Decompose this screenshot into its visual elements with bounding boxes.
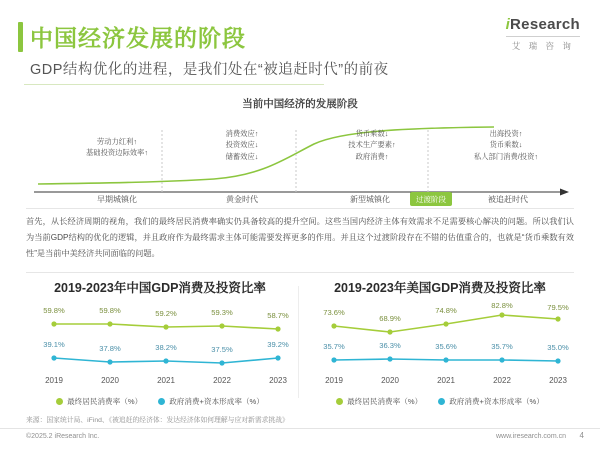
chart-usa-xaxis: [306, 376, 574, 390]
chart-china-label-g-1: 59.8%: [99, 306, 121, 315]
stage-column-1-line-2: 储蓄效应↓: [225, 151, 259, 161]
legend-dot-blue-icon: [158, 398, 165, 405]
legend-dot-green-icon: [56, 398, 63, 405]
chart-china-xtick-3: 2022: [213, 376, 231, 385]
chart-usa-xtick-4: 2023: [549, 376, 567, 385]
stage-panel-title: 当前中国经济的发展阶段: [242, 98, 358, 110]
chart-usa-label-b-1: 36.3%: [379, 341, 401, 350]
logo-text: [506, 16, 580, 33]
paragraph-divider-top: [26, 208, 574, 209]
stage-column-3-line-0: 出海投资↑: [489, 129, 523, 138]
chart-china-xtick-0: 2019: [45, 376, 63, 385]
chart-usa: [306, 278, 574, 406]
chart-china-label-b-3: 37.5%: [211, 345, 233, 354]
copyright-text: ©2025.2 iResearch Inc.: [26, 433, 100, 440]
chart-china-legend-item-0: [56, 396, 142, 407]
charts-divider: [298, 286, 299, 398]
chart-usa-xtick-3: 2022: [493, 376, 511, 385]
chart-usa-title: 2019-2023年美国GDP消费及投资比率: [334, 281, 546, 295]
chart-usa-label-b-4: 35.0%: [547, 343, 569, 352]
chart-usa-label-g-3: 82.8%: [491, 301, 513, 310]
page-number: 4: [579, 431, 584, 440]
title-accent-bar: [18, 22, 23, 52]
chart-china-legend: [26, 396, 294, 407]
chart-china-xtick-1: 2020: [101, 376, 119, 385]
chart-usa-label-b-0: 35.7%: [323, 342, 345, 351]
chart-china: [26, 278, 294, 406]
chart-china-label-g-3: 59.3%: [211, 308, 233, 317]
transition-stage-badge: 过渡阶段: [410, 192, 452, 206]
stage-label-0: 早期城镇化: [97, 195, 137, 204]
stage-column-2-line-0: 货币乘数↓: [355, 129, 389, 138]
chart-china-title: 2019-2023年中国GDP消费及投资比率: [54, 281, 266, 295]
stage-column-2: [322, 128, 422, 162]
chart-china-plot: [26, 302, 294, 374]
stage-diagram: [24, 118, 576, 206]
chart-china-legend-label-0: 最终居民消费率（%）: [67, 397, 143, 406]
source-note: 来源：国家统计局、iFind、《被追赶的经济体：发达经济体如何理解与应对新需求挑战》: [26, 417, 289, 424]
chart-usa-label-g-2: 74.8%: [435, 306, 457, 315]
stage-column-2-line-1: 技术生产要素↑: [348, 140, 396, 150]
chart-china-label-b-1: 37.8%: [99, 344, 121, 353]
stage-column-3-line-1: 货币乘数↓: [489, 140, 523, 150]
analysis-paragraph: 首先，从长经济周期的视角，我们的最终居民消费率确实仍具备较高的提升空间。这些当国内经济主体有效需求不足需要核心解决的问题。所以我们认为当前GDP结构的优化的逻辑，并且政府作为最终需求主体可能需要发挥更多的作用。并且这个过渡阶段存在不错的估值重合的，也就是“货币乘数有效性”是当前中美经济共同面临的问题。: [26, 217, 574, 258]
paragraph-divider-bottom: [26, 272, 574, 273]
stage-column-1-line-1: 投资效应↓: [225, 140, 259, 150]
chart-usa-legend-item-1: [438, 396, 544, 407]
logo-divider: [506, 36, 580, 37]
chart-usa-legend: [306, 396, 574, 407]
chart-china-xaxis: [26, 376, 294, 390]
economic-stage-panel: [24, 96, 576, 206]
chart-usa-plot: [306, 302, 574, 374]
footer-divider: [0, 428, 600, 429]
chart-china-label-g-0: 59.8%: [43, 306, 65, 315]
chart-china-legend-item-1: [158, 396, 264, 407]
stage-column-0: [62, 136, 172, 159]
legend-dot-green-icon: [336, 398, 343, 405]
chart-usa-label-g-1: 68.9%: [379, 314, 401, 323]
logo-subtitle: 艾 瑞 咨 询: [511, 41, 574, 51]
iresearch-logo: [506, 16, 580, 52]
chart-usa-label-g-4: 79.5%: [547, 303, 569, 312]
stage-label-3: 被追赶时代: [488, 195, 528, 204]
logo-i-letter: i: [505, 16, 511, 33]
page-subtitle: GDP结构优化的进程，是我们处在“被追赶时代”的前夜: [30, 62, 389, 78]
chart-usa-legend-item-0: [336, 396, 422, 407]
legend-dot-blue-icon: [438, 398, 445, 405]
chart-usa-legend-label-1: 政府消费+资本形成率（%）: [449, 397, 544, 406]
stage-column-0-line-0: 劳动力红利↑: [96, 137, 138, 146]
chart-usa-xtick-2: 2021: [437, 376, 455, 385]
chart-usa-label-g-0: 73.6%: [323, 308, 345, 317]
website-url: www.iresearch.com.cn: [495, 433, 566, 440]
stage-column-3-line-2: 私人部门消费/投资↑: [473, 151, 539, 161]
stage-column-1-line-0: 消费效应↑: [225, 129, 259, 138]
chart-usa-legend-label-0: 最终居民消费率（%）: [347, 397, 423, 406]
stage-label-1: 黄金时代: [226, 195, 258, 204]
chart-usa-label-b-2: 35.6%: [435, 342, 457, 351]
chart-usa-xtick-0: 2019: [325, 376, 343, 385]
page-title: 中国经济发展的阶段: [30, 25, 246, 51]
chart-china-label-b-4: 39.2%: [267, 340, 289, 349]
stage-column-2-line-2: 政府消费↑: [355, 151, 389, 161]
chart-china-label-b-2: 38.2%: [155, 343, 177, 352]
stage-label-2: 新型城镇化: [350, 195, 390, 204]
chart-china-label-g-4: 58.7%: [267, 311, 289, 320]
title-underline: [24, 84, 324, 85]
chart-usa-label-b-3: 35.7%: [491, 342, 513, 351]
logo-word: Research: [510, 16, 580, 33]
chart-china-label-g-2: 59.2%: [155, 309, 177, 318]
chart-china-legend-label-1: 政府消费+资本形成率（%）: [169, 397, 264, 406]
stage-column-1: [192, 128, 292, 162]
stage-column-3: [448, 128, 564, 162]
stage-column-0-line-1: 基础投资边际效率↑: [85, 148, 149, 158]
chart-usa-xtick-1: 2020: [381, 376, 399, 385]
chart-china-xtick-4: 2023: [269, 376, 287, 385]
chart-china-label-b-0: 39.1%: [43, 340, 65, 349]
chart-china-xtick-2: 2021: [157, 376, 175, 385]
